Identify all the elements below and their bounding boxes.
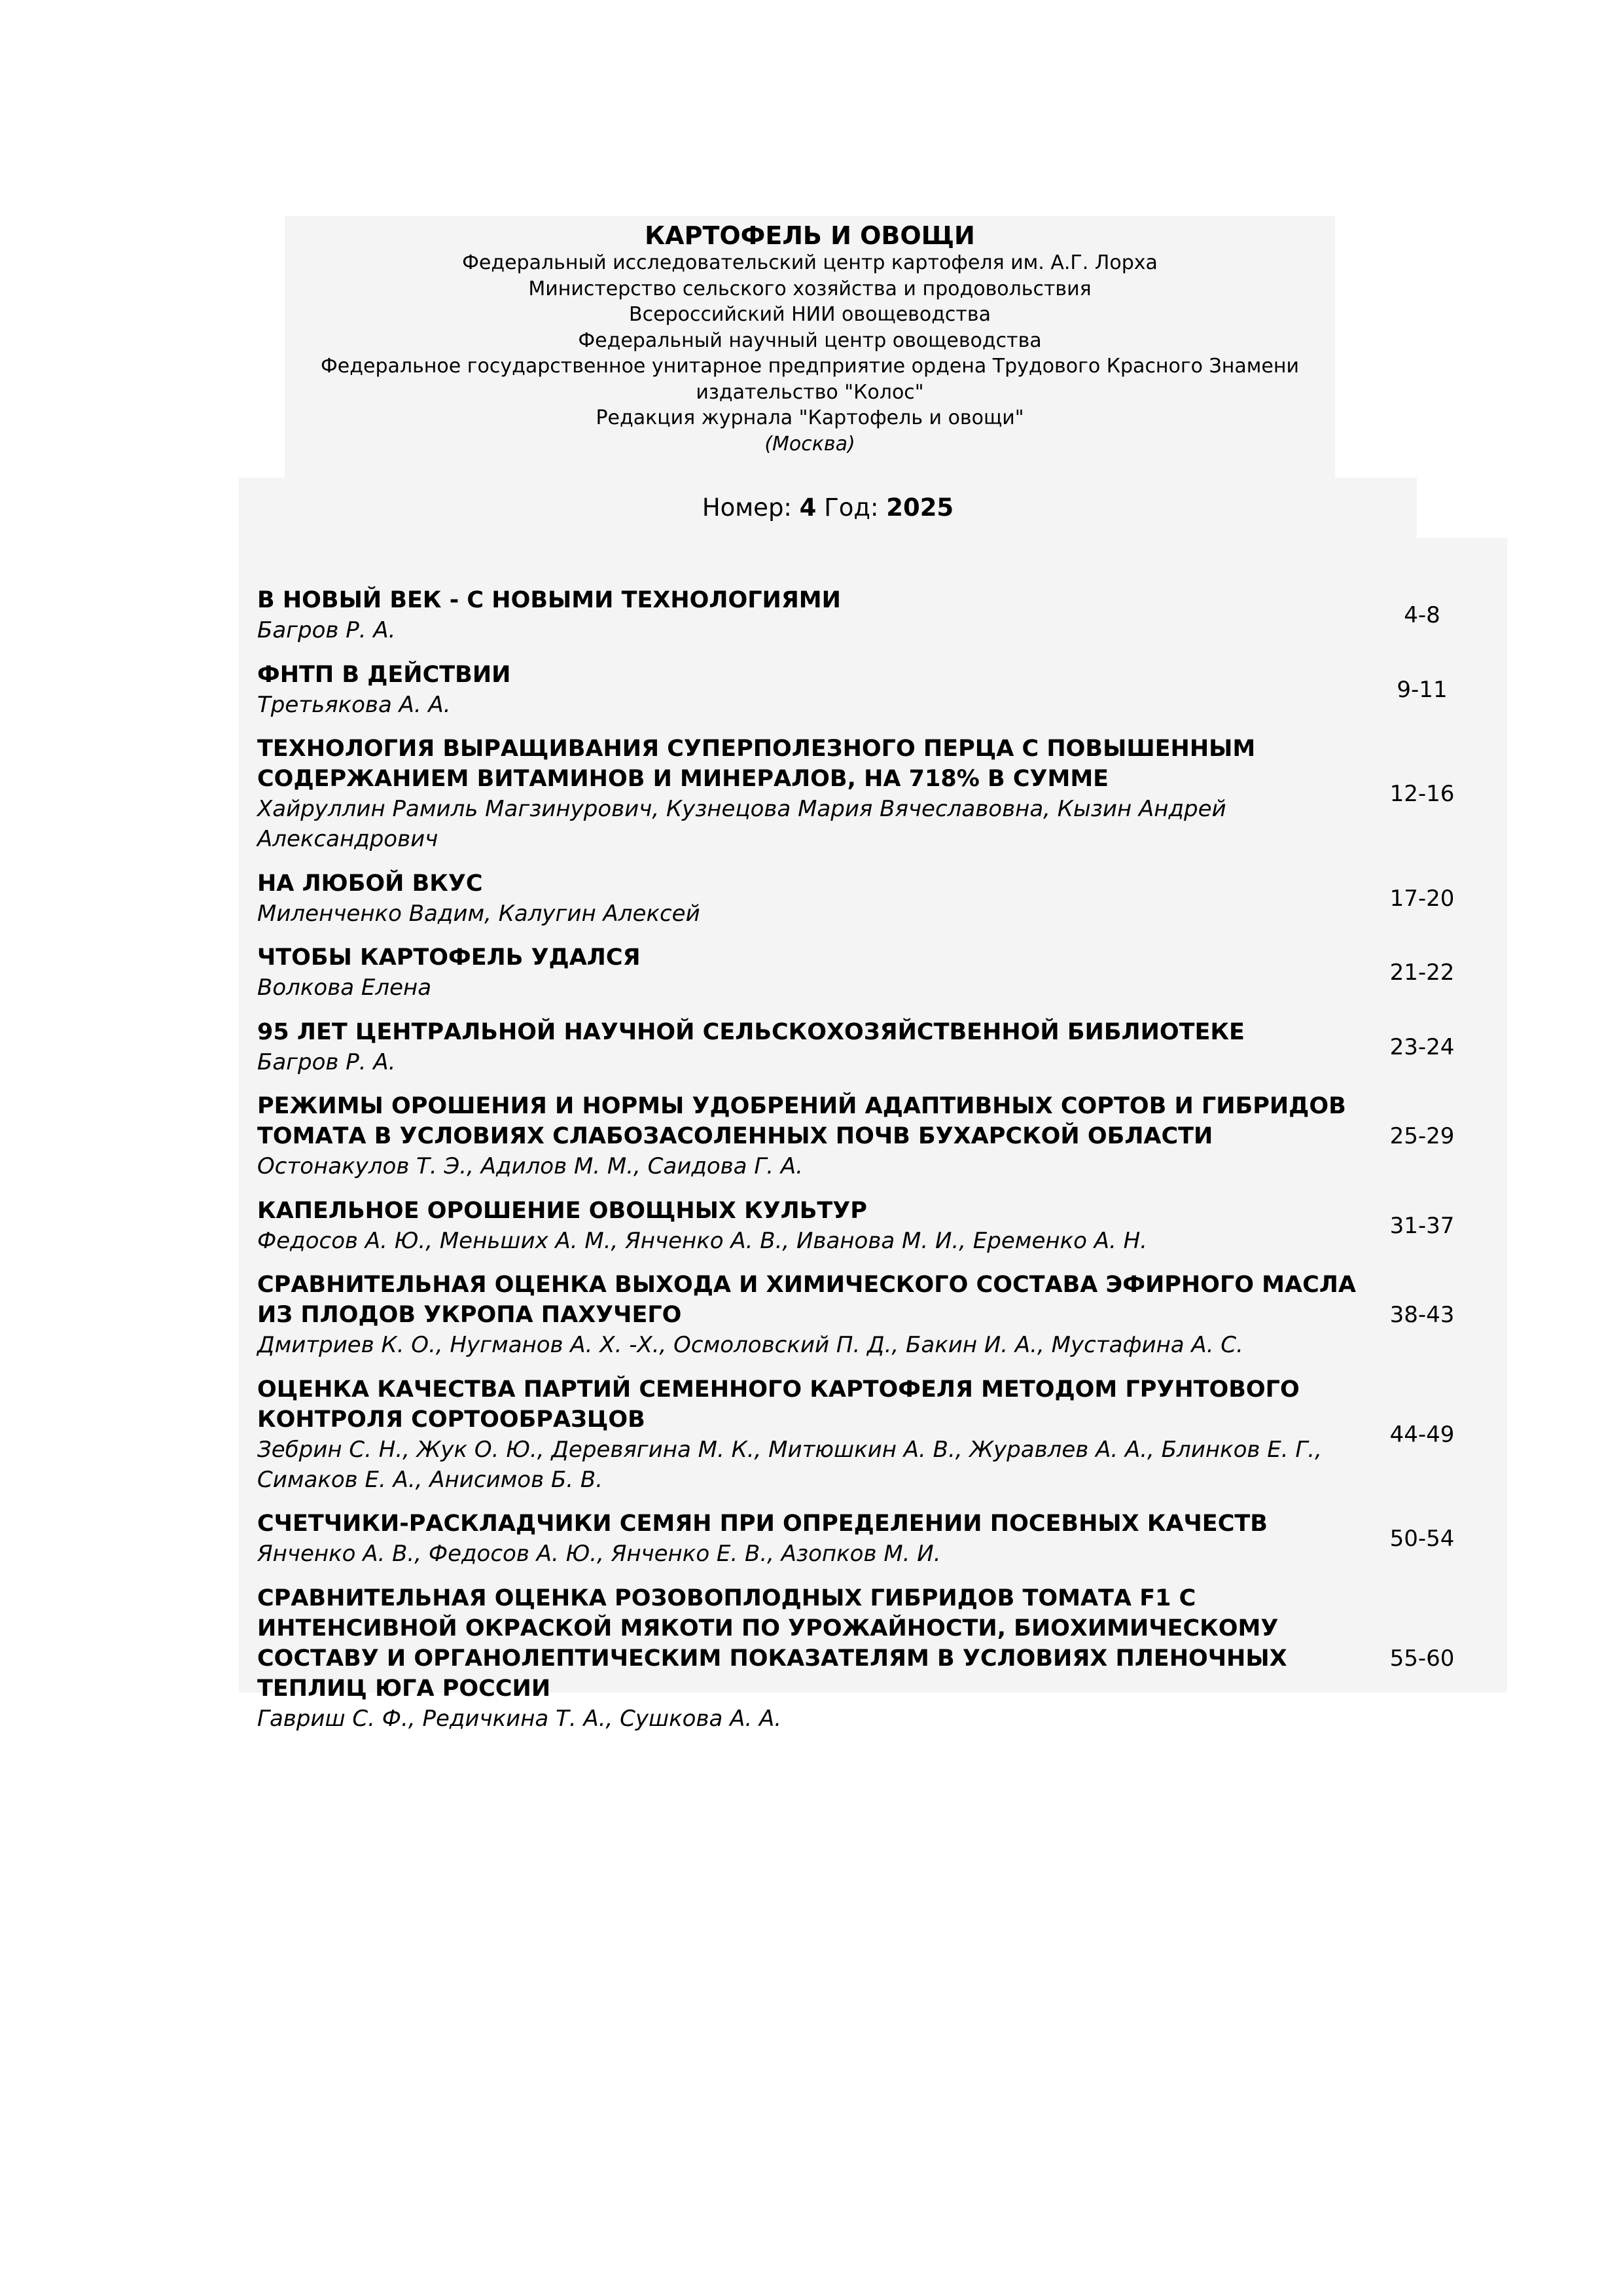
toc-entry-text: [257, 585, 1357, 645]
article-authors: Багров Р. А.: [257, 617, 396, 643]
toc-entry-text: [257, 1509, 1357, 1569]
article-authors: Остонакулов Т. Э., Адилов М. М., Саидова Г. А.: [257, 1153, 803, 1179]
publisher-line: Федеральный исследовательский центр картофеля им. А.Г. Лорха: [462, 251, 1158, 274]
article-authors: Третьякова А. А.: [257, 691, 451, 718]
toc-entry-text: [257, 1374, 1357, 1495]
toc-entry-text: [257, 660, 1357, 720]
article-title-link[interactable]: ОЦЕНКА КАЧЕСТВА ПАРТИЙ СЕМЕННОГО КАРТОФЕЛЯ МЕТОДОМ ГРУНТОВОГО КОНТРОЛЯ СОРТООБРАЗЦОВ: [257, 1376, 1300, 1433]
article-pages: 9-11: [1397, 676, 1448, 703]
article-pages: 31-37: [1389, 1212, 1455, 1239]
article-pages: 17-20: [1389, 885, 1455, 912]
toc-entry-text: [257, 1017, 1357, 1077]
article-pages: 23-24: [1389, 1033, 1455, 1060]
article-title-link[interactable]: КАПЕЛЬНОЕ ОРОШЕНИЕ ОВОЩНЫХ КУЛЬТУР: [257, 1197, 867, 1224]
journal-title: КАРТОФЕЛЬ И ОВОЩИ: [645, 221, 975, 250]
toc-entry: [257, 1017, 1504, 1077]
article-title-link[interactable]: РЕЖИМЫ ОРОШЕНИЯ И НОРМЫ УДОБРЕНИЙ АДАПТИВНЫХ СОРТОВ И ГИБРИДОВ ТОМАТА В УСЛОВИЯХ СЛАБОЗАСОЛЕННЫХ ПОЧВ БУХАРСКОЙ ОБЛАСТИ: [257, 1093, 1346, 1149]
publisher-line: издательство "Колос": [696, 380, 924, 404]
article-title-link[interactable]: СЧЕТЧИКИ-РАСКЛАДЧИКИ СЕМЯН ПРИ ОПРЕДЕЛЕНИИ ПОСЕВНЫХ КАЧЕСТВ: [257, 1511, 1268, 1537]
article-authors: Зебрин С. Н., Жук О. Ю., Деревягина М. К., Митюшкин А. В., Журавлев А. А., Блинков Е. Г., Симаков Е. А., Анисимов Б. В.: [257, 1436, 1322, 1493]
article-title-link[interactable]: СРАВНИТЕЛЬНАЯ ОЦЕНКА РОЗОВОПЛОДНЫХ ГИБРИДОВ ТОМАТА F1 С ИНТЕНСИВНОЙ ОКРАСКОЙ МЯКОТИ ПО УРОЖАЙНОСТИ, БИОХИМИЧЕСКОМУ СОСТАВУ И ОРГАНОЛЕПТИЧЕСКИМ ПОКАЗАТЕЛЯМ В УСЛОВИЯХ ПЛЕНОЧНЫХ ТЕПЛИЦ ЮГА РОССИИ: [257, 1585, 1287, 1702]
toc-entry-text: [257, 869, 1357, 929]
article-pages: 21-22: [1389, 960, 1455, 986]
article-pages: 4-8: [1404, 602, 1440, 628]
toc-entry: [257, 1583, 1504, 1734]
journal-header: [285, 216, 1335, 478]
article-authors: Янченко А. В., Федосов А. Ю., Янченко Е. В., Азопков М. И.: [257, 1541, 941, 1567]
publisher-line: Всероссийский НИИ овощеводства: [629, 303, 991, 326]
toc-entry: [257, 734, 1504, 854]
publisher-line: Федеральный научный центр овощеводства: [578, 329, 1042, 352]
toc-entry: [257, 1509, 1504, 1569]
article-title-link[interactable]: ТЕХНОЛОГИЯ ВЫРАЩИВАНИЯ СУПЕРПОЛЕЗНОГО ПЕРЦА С ПОВЫШЕННЫМ СОДЕРЖАНИЕМ ВИТАМИНОВ И МИНЕРАЛОВ, НА 718% В СУММЕ: [257, 736, 1256, 792]
publisher-city: (Москва): [764, 432, 855, 456]
issue-number-label: Номер:: [702, 493, 792, 522]
toc-entry-text: [257, 1091, 1357, 1181]
article-pages: 55-60: [1389, 1645, 1455, 1672]
issue-year-label: Год:: [824, 493, 879, 522]
table-of-contents: [239, 538, 1507, 1732]
toc-entry: [257, 1374, 1504, 1495]
toc-entry-text: [257, 1196, 1357, 1256]
publisher-line: Министерство сельского хозяйства и продовольствия: [528, 277, 1092, 300]
article-authors: Миленченко Вадим, Калугин Алексей: [257, 900, 700, 927]
toc-list: [257, 585, 1504, 1748]
issue-info: [239, 478, 1417, 538]
article-pages: 38-43: [1389, 1302, 1455, 1328]
article-title-link[interactable]: НА ЛЮБОЙ ВКУС: [257, 870, 483, 897]
toc-entry: [257, 1196, 1504, 1256]
article-authors: Гавриш С. Ф., Редичкина Т. А., Сушкова А. А.: [257, 1705, 782, 1732]
toc-entry: [257, 942, 1504, 1003]
article-pages: 12-16: [1389, 781, 1455, 807]
toc-entry: [257, 1270, 1504, 1360]
toc-entry-text: [257, 1583, 1357, 1734]
article-title-link[interactable]: ЧТОБЫ КАРТОФЕЛЬ УДАЛСЯ: [257, 944, 641, 971]
toc-entry: [257, 869, 1504, 929]
publisher-line: Федеральное государственное унитарное предприятие ордена Трудового Красного Знамени: [320, 355, 1299, 378]
toc-entry-text: [257, 734, 1357, 854]
article-title-link[interactable]: СРАВНИТЕЛЬНАЯ ОЦЕНКА ВЫХОДА И ХИМИЧЕСКОГО СОСТАВА ЭФИРНОГО МАСЛА ИЗ ПЛОДОВ УКРОПА ПАХУЧЕГО: [257, 1272, 1356, 1328]
article-title-link[interactable]: ФНТП В ДЕЙСТВИИ: [257, 661, 511, 688]
article-pages: 44-49: [1389, 1421, 1455, 1448]
issue-year: 2025: [886, 493, 954, 522]
toc-entry: [257, 660, 1504, 720]
publisher-line: Редакция журнала "Картофель и овощи": [596, 406, 1024, 429]
article-authors: Багров Р. А.: [257, 1049, 396, 1075]
article-authors: Федосов А. Ю., Меньших А. М., Янченко А. В., Иванова М. И., Еременко А. Н.: [257, 1227, 1147, 1254]
toc-entry-text: [257, 1270, 1357, 1360]
article-pages: 50-54: [1389, 1526, 1455, 1552]
toc-entry-text: [257, 942, 1357, 1003]
article-authors: Волкова Елена: [257, 975, 432, 1001]
article-authors: Хайруллин Рамиль Магзинурович, Кузнецова Мария Вячеславовна, Кызин Андрей Александрович: [257, 796, 1226, 852]
article-title-link[interactable]: 95 ЛЕТ ЦЕНТРАЛЬНОЙ НАУЧНОЙ СЕЛЬСКОХОЗЯЙСТВЕННОЙ БИБЛИОТЕКЕ: [257, 1018, 1245, 1045]
article-pages: 25-29: [1389, 1123, 1455, 1149]
article-authors: Дмитриев К. О., Нугманов А. Х. -Х., Осмоловский П. Д., Бакин И. А., Мустафина А. С.: [257, 1332, 1243, 1358]
article-title-link[interactable]: В НОВЫЙ ВЕК - С НОВЫМИ ТЕХНОЛОГИЯМИ: [257, 587, 841, 613]
toc-entry: [257, 585, 1504, 645]
toc-entry: [257, 1091, 1504, 1181]
issue-number: 4: [799, 493, 817, 522]
